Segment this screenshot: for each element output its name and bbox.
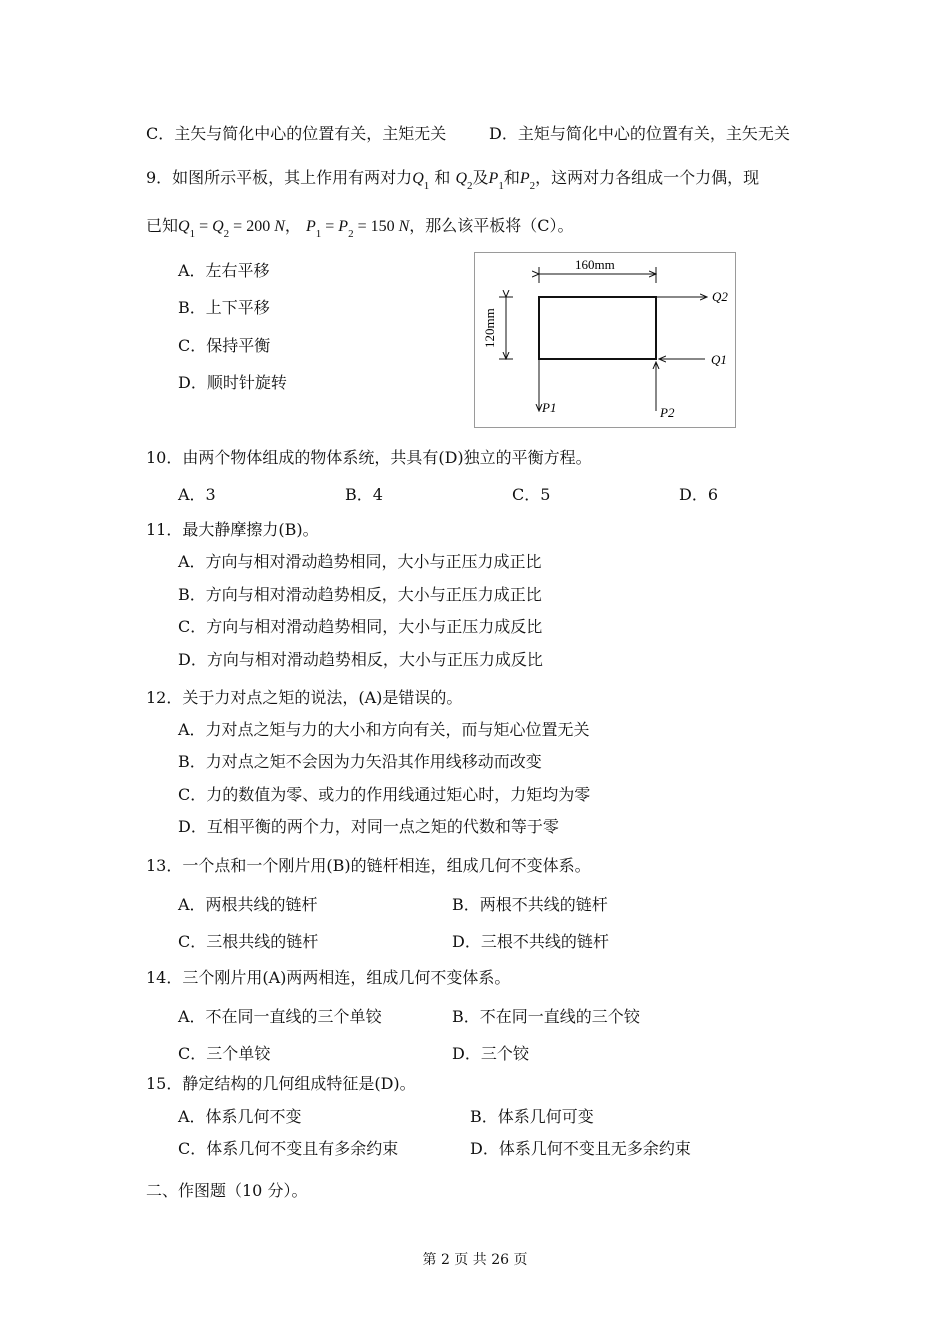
q9-option-a: A．左右平移 <box>178 261 270 280</box>
q14-option-c: C．三个单铰 <box>178 1044 271 1063</box>
q10-question: 10．由两个物体组成的物体系统，共具有(D)独立的平衡方程。 <box>146 448 592 467</box>
q8-option-c: C．主矢与简化中心的位置有关，主矩无关 <box>146 124 447 143</box>
q11-question: 11．最大静摩擦力(B)。 <box>146 520 319 539</box>
q13-option-b: B．两根不共线的链杆 <box>452 895 608 914</box>
page-footer: 第 2 页 共 26 页 <box>422 1252 528 1268</box>
q15-option-b: B．体系几何可变 <box>470 1107 594 1126</box>
q10-option-a: A．3 <box>178 485 216 504</box>
p1-symbol: $P_1$ <box>488 170 504 192</box>
q14-option-a: A．不在同一直线的三个单铰 <box>178 1007 382 1026</box>
height-label: 120mm <box>482 308 497 348</box>
q14-question: 14．三个刚片用(A)两两相连，组成几何不变体系。 <box>146 968 511 987</box>
plate-diagram <box>475 253 735 427</box>
p-equation: $P_1 = P_2 = 150$ N <box>305 218 410 240</box>
q9-option-c: C．保持平衡 <box>178 336 271 355</box>
q15-question: 15．静定结构的几何组成特征是(D)。 <box>146 1074 416 1093</box>
q10-option-b: B．4 <box>345 485 383 504</box>
q12-option-c: C．力的数值为零、或力的作用线通过矩心时，力矩均为零 <box>178 785 591 804</box>
q12-question: 12．关于力对点之矩的说法，(A)是错误的。 <box>146 688 463 707</box>
q13-question: 13．一个点和一个刚片用(B)的链杆相连，组成几何不变体系。 <box>146 856 591 875</box>
q13-option-a: A．两根共线的链杆 <box>178 895 318 914</box>
q8-option-d: D．主矩与简化中心的位置有关，主矢无关 <box>489 124 790 143</box>
q9-option-d: D．顺时针旋转 <box>178 373 287 392</box>
q2-label: Q2 <box>712 289 728 304</box>
q11-option-a: A．方向与相对滑动趋势相同，大小与正压力成正比 <box>178 552 542 571</box>
q14-option-b: B．不在同一直线的三个铰 <box>452 1007 640 1026</box>
q-equation: $Q_1 = Q_2 = 200$ N <box>178 218 285 240</box>
q10-option-d: D．6 <box>679 485 719 504</box>
q13-option-d: D．三根不共线的链杆 <box>452 932 609 951</box>
plate-figure <box>474 252 736 428</box>
q9-stem-line2: 已知$Q_1 = Q_2 = 200$ N， $P_1 = P_2 = 150$ N，那么该平板将（C）。 <box>146 216 574 240</box>
q12-option-d: D．互相平衡的两个力，对同一点之矩的代数和等于零 <box>178 817 559 836</box>
q11-option-d: D．方向与相对滑动趋势相反，大小与正压力成反比 <box>178 650 543 669</box>
q15-option-d: D．体系几何不变且无多余约束 <box>470 1139 691 1158</box>
q12-option-a: A．力对点之矩与力的大小和方向有关，而与矩心位置无关 <box>178 720 590 739</box>
section-2-heading: 二、作图题（10 分）。 <box>146 1181 308 1200</box>
q9-stem-line1: 9．如图所示平板，其上作用有两对力$Q_1$ 和 $Q_2$及$P_1$和$P_2$，这两对力各组成一个力偶，现 <box>146 168 760 192</box>
q12-option-b: B．力对点之矩不会因为力矢沿其作用线移动而改变 <box>178 752 542 771</box>
width-label: 160mm <box>575 257 615 272</box>
q11-option-b: B．方向与相对滑动趋势相反，大小与正压力成正比 <box>178 585 542 604</box>
q15-option-c: C．体系几何不变且有多余约束 <box>178 1139 399 1158</box>
q15-option-a: A．体系几何不变 <box>178 1107 302 1126</box>
q13-option-c: C．三根共线的链杆 <box>178 932 319 951</box>
q1-label: Q1 <box>711 352 727 367</box>
q10-option-c: C．5 <box>512 485 551 504</box>
p2-symbol: $P_2$ <box>519 170 536 192</box>
q1-symbol: $Q_1$ <box>412 170 430 192</box>
q2-symbol: $Q_2$ <box>455 170 473 192</box>
plate-rectangle <box>539 297 656 359</box>
p2-label: P2 <box>660 405 675 420</box>
q11-option-c: C．方向与相对滑动趋势相同，大小与正压力成反比 <box>178 617 543 636</box>
p1-label: P1 <box>542 400 557 415</box>
q9-option-b: B．上下平移 <box>178 298 270 317</box>
q14-option-d: D．三个铰 <box>452 1044 529 1063</box>
